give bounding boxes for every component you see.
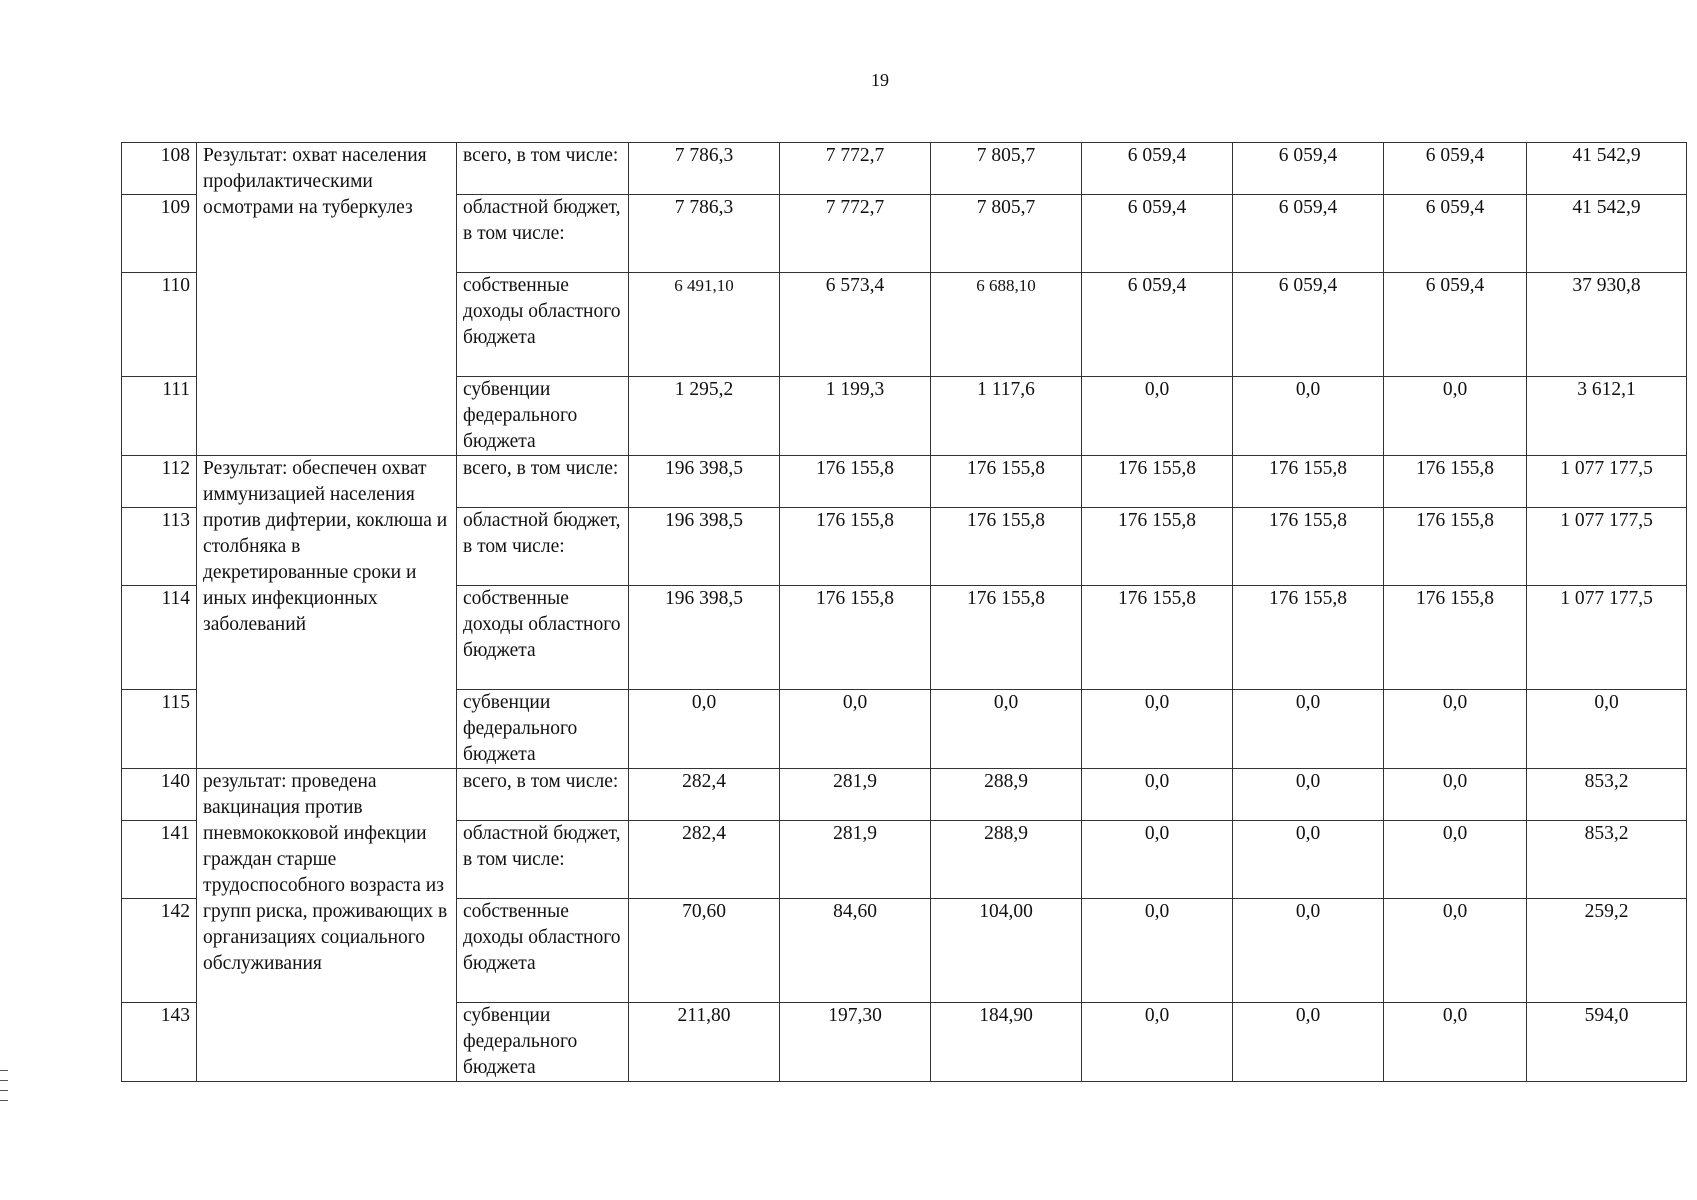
funding-source: областной бюджет, в том числе: bbox=[457, 821, 629, 899]
value-cell: 6 059,4 bbox=[1082, 143, 1233, 195]
total-cell: 0,0 bbox=[1527, 690, 1687, 769]
row-number: 115 bbox=[122, 690, 197, 769]
value-cell: 0,0 bbox=[1233, 769, 1384, 821]
value-cell: 1 117,6 bbox=[931, 377, 1082, 456]
margin-marks bbox=[0, 1070, 8, 1110]
row-number: 111 bbox=[122, 377, 197, 456]
total-cell: 1 077 177,5 bbox=[1527, 508, 1687, 586]
value-cell: 7 772,7 bbox=[780, 143, 931, 195]
value-cell: 281,9 bbox=[780, 821, 931, 899]
value-cell: 176 155,8 bbox=[1233, 456, 1384, 508]
value-cell: 0,0 bbox=[1233, 821, 1384, 899]
funding-source: собственные доходы областного бюджета bbox=[457, 899, 629, 1003]
value-cell: 1 199,3 bbox=[780, 377, 931, 456]
value-cell: 0,0 bbox=[1233, 899, 1384, 1003]
value-cell: 6 059,4 bbox=[1233, 143, 1384, 195]
value-cell: 176 155,8 bbox=[1384, 586, 1527, 690]
funding-source: субвенции федерального бюджета bbox=[457, 690, 629, 769]
value-cell: 0,0 bbox=[931, 690, 1082, 769]
total-cell: 853,2 bbox=[1527, 821, 1687, 899]
total-cell: 3 612,1 bbox=[1527, 377, 1687, 456]
total-cell: 37 930,8 bbox=[1527, 273, 1687, 377]
funding-source: собственные доходы областного бюджета bbox=[457, 273, 629, 377]
total-cell: 1 077 177,5 bbox=[1527, 586, 1687, 690]
funding-source: всего, в том числе: bbox=[457, 456, 629, 508]
result-description: результат: проведена вакцинация против пневмококковой инфекции граждан старше трудоспособного возраста из групп риска, проживающих в организациях социального обслуживания bbox=[197, 769, 457, 1082]
value-cell: 176 155,8 bbox=[931, 456, 1082, 508]
value-cell: 176 155,8 bbox=[1384, 508, 1527, 586]
value-cell: 281,9 bbox=[780, 769, 931, 821]
value-cell: 176 155,8 bbox=[931, 508, 1082, 586]
value-cell: 176 155,8 bbox=[1082, 508, 1233, 586]
value-cell: 0,0 bbox=[1384, 690, 1527, 769]
page-number: 19 bbox=[871, 70, 889, 90]
value-cell: 176 155,8 bbox=[1233, 586, 1384, 690]
value-cell: 197,30 bbox=[780, 1003, 931, 1082]
table-row bbox=[122, 143, 1687, 195]
value-cell: 0,0 bbox=[1233, 690, 1384, 769]
value-cell: 0,0 bbox=[1082, 769, 1233, 821]
value-cell: 0,0 bbox=[1082, 377, 1233, 456]
value-cell: 0,0 bbox=[1082, 1003, 1233, 1082]
row-number: 113 bbox=[122, 508, 197, 586]
funding-source: собственные доходы областного бюджета bbox=[457, 586, 629, 690]
value-cell: 6 059,4 bbox=[1233, 273, 1384, 377]
row-number: 112 bbox=[122, 456, 197, 508]
value-cell: 176 155,8 bbox=[780, 508, 931, 586]
value-cell: 7 786,3 bbox=[629, 195, 780, 273]
value-cell: 84,60 bbox=[780, 899, 931, 1003]
value-cell: 7 772,7 bbox=[780, 195, 931, 273]
value-cell: 196 398,5 bbox=[629, 586, 780, 690]
value-cell: 0,0 bbox=[629, 690, 780, 769]
value-cell: 196 398,5 bbox=[629, 456, 780, 508]
value-cell: 176 155,8 bbox=[1233, 508, 1384, 586]
row-number: 142 bbox=[122, 899, 197, 1003]
value-cell: 282,4 bbox=[629, 821, 780, 899]
value-cell: 176 155,8 bbox=[1384, 456, 1527, 508]
value-cell: 0,0 bbox=[1384, 769, 1527, 821]
value-cell: 6 688,10 bbox=[931, 273, 1082, 377]
total-cell: 1 077 177,5 bbox=[1527, 456, 1687, 508]
value-cell: 196 398,5 bbox=[629, 508, 780, 586]
value-cell: 288,9 bbox=[931, 821, 1082, 899]
value-cell: 288,9 bbox=[931, 769, 1082, 821]
row-number: 109 bbox=[122, 195, 197, 273]
value-cell: 0,0 bbox=[1233, 1003, 1384, 1082]
value-cell: 70,60 bbox=[629, 899, 780, 1003]
result-description: Результат: охват населения профилактическими осмотрами на туберкулез bbox=[197, 143, 457, 456]
value-cell: 0,0 bbox=[1384, 377, 1527, 456]
funding-source: областной бюджет, в том числе: bbox=[457, 195, 629, 273]
table-row bbox=[122, 769, 1687, 821]
funding-source: субвенции федерального бюджета bbox=[457, 377, 629, 456]
row-number: 140 bbox=[122, 769, 197, 821]
value-cell: 6 059,4 bbox=[1384, 143, 1527, 195]
value-cell: 6 059,4 bbox=[1082, 273, 1233, 377]
value-cell: 176 155,8 bbox=[1082, 586, 1233, 690]
total-cell: 853,2 bbox=[1527, 769, 1687, 821]
value-cell: 7 805,7 bbox=[931, 143, 1082, 195]
value-cell: 176 155,8 bbox=[931, 586, 1082, 690]
value-cell: 6 491,10 bbox=[629, 273, 780, 377]
value-cell: 0,0 bbox=[1082, 821, 1233, 899]
value-cell: 6 059,4 bbox=[1082, 195, 1233, 273]
value-cell: 282,4 bbox=[629, 769, 780, 821]
value-cell: 6 059,4 bbox=[1233, 195, 1384, 273]
value-cell: 184,90 bbox=[931, 1003, 1082, 1082]
value-cell: 1 295,2 bbox=[629, 377, 780, 456]
value-cell: 0,0 bbox=[1384, 821, 1527, 899]
row-number: 110 bbox=[122, 273, 197, 377]
value-cell: 211,80 bbox=[629, 1003, 780, 1082]
value-cell: 6 573,4 bbox=[780, 273, 931, 377]
total-cell: 41 542,9 bbox=[1527, 143, 1687, 195]
value-cell: 0,0 bbox=[1233, 377, 1384, 456]
row-number: 143 bbox=[122, 1003, 197, 1082]
row-number: 141 bbox=[122, 821, 197, 899]
budget-table bbox=[121, 142, 1687, 1082]
value-cell: 0,0 bbox=[1384, 899, 1527, 1003]
value-cell: 0,0 bbox=[1082, 690, 1233, 769]
value-cell: 176 155,8 bbox=[1082, 456, 1233, 508]
funding-source: всего, в том числе: bbox=[457, 769, 629, 821]
value-cell: 176 155,8 bbox=[780, 586, 931, 690]
table-row bbox=[122, 456, 1687, 508]
value-cell: 7 805,7 bbox=[931, 195, 1082, 273]
total-cell: 259,2 bbox=[1527, 899, 1687, 1003]
funding-source: областной бюджет, в том числе: bbox=[457, 508, 629, 586]
result-description: Результат: обеспечен охват иммунизацией населения против дифтерии, коклюша и столбняка в декретированные сроки и иных инфекционных заболеваний bbox=[197, 456, 457, 769]
value-cell: 6 059,4 bbox=[1384, 273, 1527, 377]
funding-source: субвенции федерального бюджета bbox=[457, 1003, 629, 1082]
value-cell: 0,0 bbox=[1082, 899, 1233, 1003]
value-cell: 0,0 bbox=[1384, 1003, 1527, 1082]
value-cell: 176 155,8 bbox=[780, 456, 931, 508]
total-cell: 594,0 bbox=[1527, 1003, 1687, 1082]
row-number: 108 bbox=[122, 143, 197, 195]
value-cell: 6 059,4 bbox=[1384, 195, 1527, 273]
row-number: 114 bbox=[122, 586, 197, 690]
total-cell: 41 542,9 bbox=[1527, 195, 1687, 273]
value-cell: 7 786,3 bbox=[629, 143, 780, 195]
funding-source: всего, в том числе: bbox=[457, 143, 629, 195]
value-cell: 0,0 bbox=[780, 690, 931, 769]
value-cell: 104,00 bbox=[931, 899, 1082, 1003]
